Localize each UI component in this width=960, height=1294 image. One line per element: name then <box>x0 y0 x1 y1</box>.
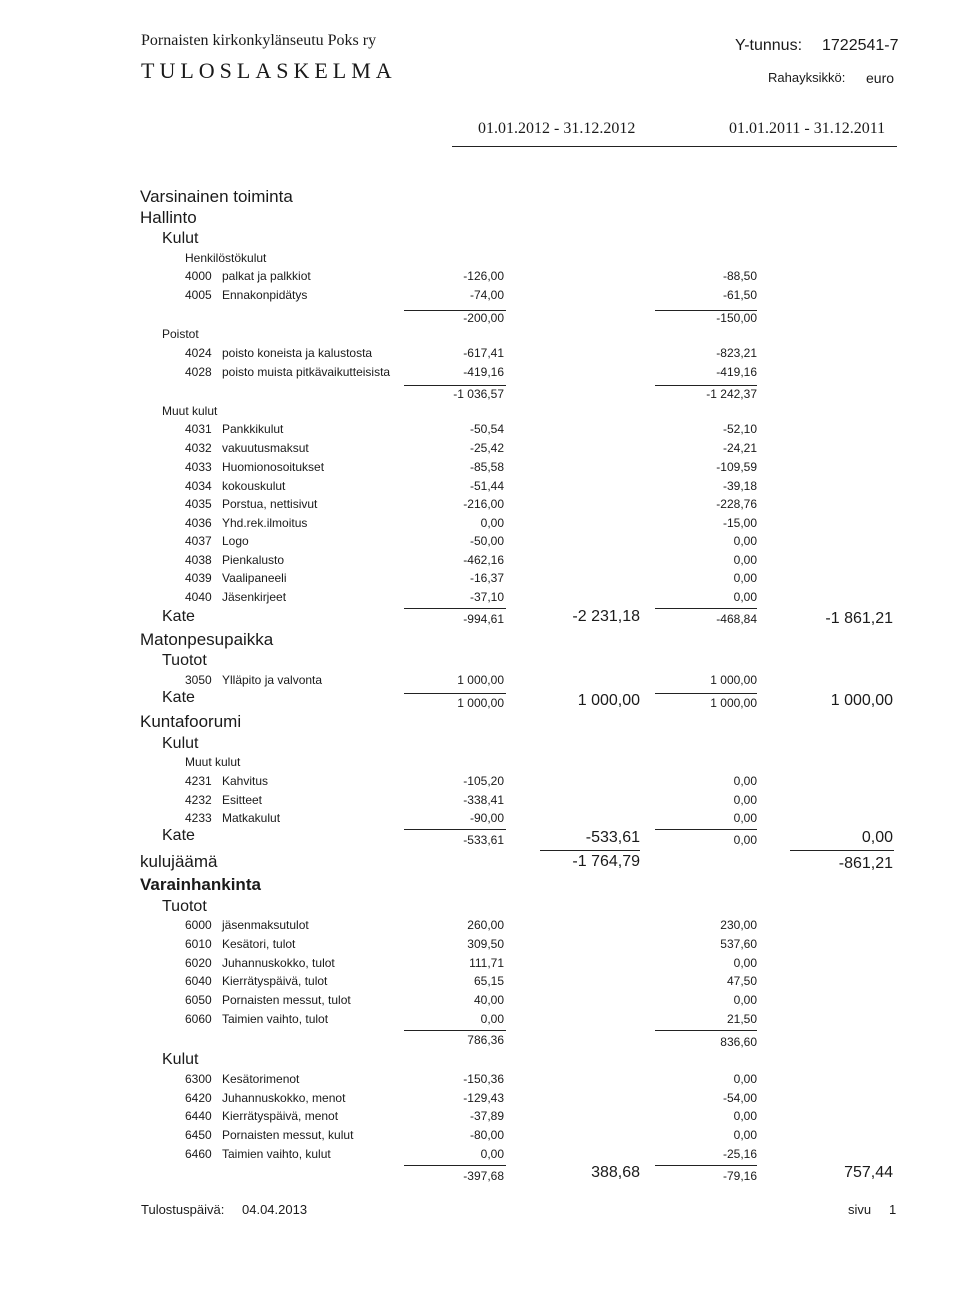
amount-previous: 0,00 <box>733 553 757 567</box>
amount-previous: -25,16 <box>722 1147 757 1161</box>
rule-poistot-cur <box>404 385 506 386</box>
heading-matto-tuotot: Tuotot <box>162 652 207 669</box>
account-name: Taimien vaihto, kulut <box>222 1147 331 1161</box>
amount-previous: 0,00 <box>733 571 757 585</box>
amount-previous: 0,00 <box>733 1109 757 1123</box>
heading-var-tuotot: Tuotot <box>162 898 207 915</box>
amount-previous: 0,00 <box>733 811 757 825</box>
account-name: Pornaisten messut, tulot <box>222 993 351 1007</box>
account-code: 3050 <box>185 673 212 687</box>
rule-kunta-cur <box>404 829 506 830</box>
account-code: 4031 <box>185 422 212 436</box>
kunta-kate-total-prev: 0,00 <box>861 829 893 846</box>
account-code: 4005 <box>185 288 212 302</box>
amount-current: -25,42 <box>469 441 504 455</box>
amount-current: -105,20 <box>463 774 504 788</box>
account-code: 4032 <box>185 441 212 455</box>
amount-current: -150,36 <box>463 1072 504 1086</box>
rule-var-kulut-prev <box>655 1165 757 1166</box>
account-code: 6050 <box>185 993 212 1007</box>
account-code: 4036 <box>185 516 212 530</box>
amount-previous: -15,00 <box>722 516 757 530</box>
account-code: 6440 <box>185 1109 212 1123</box>
account-name: Pornaisten messut, kulut <box>222 1128 354 1142</box>
account-code: 4233 <box>185 811 212 825</box>
rule-kunta-prev <box>655 829 757 830</box>
amount-previous: -109,59 <box>716 460 757 474</box>
account-name: palkat ja palkkiot <box>222 269 311 283</box>
account-name: Ylläpito ja valvonta <box>222 673 323 687</box>
rule-var-kulut-cur <box>404 1165 506 1166</box>
ytunnus-label: Y-tunnus: <box>735 37 803 54</box>
matto-kate-cur: 1 000,00 <box>457 696 504 710</box>
account-code: 6020 <box>185 956 212 970</box>
account-code: 6460 <box>185 1147 212 1161</box>
page-label: sivu <box>848 1202 872 1217</box>
amount-previous: 230,00 <box>720 918 757 932</box>
amount-previous: 1 000,00 <box>710 673 757 687</box>
amount-current: -617,41 <box>463 346 504 360</box>
var-kulut-total-cur: 388,68 <box>591 1164 640 1181</box>
account-code: 6010 <box>185 937 212 951</box>
account-code: 6450 <box>185 1128 212 1142</box>
amount-previous: -823,21 <box>716 346 757 360</box>
account-code: 4028 <box>185 365 212 379</box>
amount-current: -74,00 <box>469 288 504 302</box>
amount-current: -50,54 <box>469 422 504 436</box>
account-code: 4033 <box>185 460 212 474</box>
heading-varainhankinta: Varainhankinta <box>140 875 261 894</box>
amount-current: -129,43 <box>463 1091 504 1105</box>
amount-previous: 47,50 <box>726 974 757 988</box>
account-name: Vaalipaneeli <box>222 571 287 585</box>
period-previous: 01.01.2011 - 31.12.2011 <box>729 120 886 137</box>
currency-label: Rahayksikkö: <box>768 70 846 85</box>
account-code: 6000 <box>185 918 212 932</box>
account-code: 4038 <box>185 553 212 567</box>
amount-current: 309,50 <box>467 937 504 951</box>
amount-previous: 0,00 <box>733 1128 757 1142</box>
heading-hallinto-kulut: Kulut <box>162 230 199 247</box>
matto-kate-label: Kate <box>162 689 195 706</box>
account-code: 4037 <box>185 534 212 548</box>
account-name: Pankkikulut <box>222 422 284 436</box>
account-name: poisto muista pitkävaikutteisista <box>222 365 391 379</box>
hallinto-kate-prev: -468,84 <box>716 612 757 626</box>
amount-current: 65,15 <box>473 974 504 988</box>
matto-kate-total-cur: 1 000,00 <box>577 692 640 709</box>
heading-muut-kulut: Muut kulut <box>162 404 218 418</box>
amount-previous: -61,50 <box>722 288 757 302</box>
account-name: Juhannuskokko, tulot <box>222 956 335 970</box>
heading-kuntafoorumi: Kuntafoorumi <box>140 712 242 731</box>
amount-current: -126,00 <box>463 269 504 283</box>
account-code: 4034 <box>185 479 212 493</box>
print-date-value: 04.04.2013 <box>242 1202 308 1217</box>
account-name: Matkakulut <box>222 811 281 825</box>
amount-previous: -39,18 <box>722 479 757 493</box>
amount-current: 260,00 <box>467 918 504 932</box>
account-code: 4231 <box>185 774 212 788</box>
account-name: poisto koneista ja kalustosta <box>222 346 373 360</box>
amount-current: 0,00 <box>480 1012 504 1026</box>
var-tuotot-sum-prev: 836,60 <box>720 1035 757 1049</box>
currency-value: euro <box>866 70 895 86</box>
account-code: 4039 <box>185 571 212 585</box>
rule-hallinto-prev <box>655 608 757 609</box>
amount-current: -462,16 <box>463 553 504 567</box>
hallinto-kate-total-prev: -1 861,21 <box>825 610 893 627</box>
hallinto-kate-cur: -994,61 <box>463 612 504 626</box>
page-number: 1 <box>889 1202 897 1217</box>
kulujaama-total-prev: -861,21 <box>838 855 893 872</box>
hallinto-kate-label: Kate <box>162 608 195 625</box>
amount-current: -37,10 <box>469 590 504 604</box>
amount-previous: -88,50 <box>722 269 757 283</box>
amount-previous: 0,00 <box>733 793 757 807</box>
hallinto-kate-total-cur: -2 231,18 <box>572 608 640 625</box>
account-name: Ennakonpidätys <box>222 288 308 302</box>
account-name: Taimien vaihto, tulot <box>222 1012 329 1026</box>
account-name: Kahvitus <box>222 774 269 788</box>
amount-current: 40,00 <box>473 993 504 1007</box>
account-name: Logo <box>222 534 249 548</box>
account-name: Kesätori, tulot <box>222 937 296 951</box>
amount-previous: 0,00 <box>733 956 757 970</box>
account-name: Porstua, nettisivut <box>222 497 318 511</box>
amount-current: 111,71 <box>469 956 504 970</box>
account-code: 6420 <box>185 1091 212 1105</box>
var-kulut-sum-cur: -397,68 <box>463 1169 504 1183</box>
account-name: Kierrätyspäivä, tulot <box>222 974 328 988</box>
account-name: Pienkalusto <box>222 553 285 567</box>
ytunnus-value: 1722541-7 <box>822 37 899 54</box>
heading-kunta-kulut: Kulut <box>162 735 199 752</box>
account-code: 4232 <box>185 793 212 807</box>
heading-varsinainen: Varsinainen toiminta <box>140 187 293 206</box>
subtotal-henkilosto-cur: -200,00 <box>463 311 504 325</box>
kunta-kate-label: Kate <box>162 827 195 844</box>
account-code: 6300 <box>185 1072 212 1086</box>
amount-current: -338,41 <box>463 793 504 807</box>
rule-poistot-prev <box>655 385 757 386</box>
account-code: 6060 <box>185 1012 212 1026</box>
kulujaama-label: kulujäämä <box>140 852 218 871</box>
kunta-kate-total-cur: -533,61 <box>585 829 640 846</box>
subtotal-poistot-cur: -1 036,57 <box>453 387 504 401</box>
subtotal-poistot-prev: -1 242,37 <box>706 387 757 401</box>
subtotal-henkilosto-prev: -150,00 <box>716 311 757 325</box>
print-date-label: Tulostuspäivä: <box>141 1202 225 1217</box>
account-name: kokouskulut <box>222 479 286 493</box>
heading-henkilostokulut: Henkilöstökulut <box>185 251 267 265</box>
amount-current: -80,00 <box>469 1128 504 1142</box>
amount-previous: 0,00 <box>733 534 757 548</box>
document-title: TULOSLASKELMA <box>141 58 397 83</box>
amount-previous: 0,00 <box>733 993 757 1007</box>
account-code: 4035 <box>185 497 212 511</box>
kunta-kate-cur: -533,61 <box>463 833 504 847</box>
account-name: Kierrätyspäivä, menot <box>222 1109 339 1123</box>
amount-previous: 0,00 <box>733 1072 757 1086</box>
account-name: Yhd.rek.ilmoitus <box>222 516 308 530</box>
heading-poistot: Poistot <box>162 327 199 341</box>
amount-previous: -52,10 <box>722 422 757 436</box>
account-name: Kesätorimenot <box>222 1072 300 1086</box>
account-name: Huomionosoitukset <box>222 460 325 474</box>
heading-var-kulut: Kulut <box>162 1051 199 1068</box>
heading-matonpesupaikka: Matonpesupaikka <box>140 630 274 649</box>
account-code: 6040 <box>185 974 212 988</box>
rule-var-tuotot-prev <box>655 1030 757 1031</box>
matto-kate-total-prev: 1 000,00 <box>830 692 893 709</box>
amount-current: 0,00 <box>480 516 504 530</box>
header-rule <box>452 146 897 147</box>
amount-current: -50,00 <box>469 534 504 548</box>
matto-kate-prev: 1 000,00 <box>710 696 757 710</box>
amount-current: -85,58 <box>469 460 504 474</box>
amount-previous: 21,50 <box>726 1012 757 1026</box>
amount-previous: 537,60 <box>720 937 757 951</box>
amount-previous: -54,00 <box>722 1091 757 1105</box>
amount-current: 1 000,00 <box>457 673 504 687</box>
rule-matto-cur <box>404 693 506 694</box>
amount-previous: 0,00 <box>733 590 757 604</box>
amount-previous: -24,21 <box>722 441 757 455</box>
account-name: vakuutusmaksut <box>222 441 309 455</box>
var-kulut-sum-prev: -79,16 <box>722 1169 757 1183</box>
amount-current: -419,16 <box>463 365 504 379</box>
amount-previous: -228,76 <box>716 497 757 511</box>
heading-kunta-muut-kulut: Muut kulut <box>185 755 241 769</box>
account-code: 4040 <box>185 590 212 604</box>
amount-current: -90,00 <box>469 811 504 825</box>
account-name: Esitteet <box>222 793 263 807</box>
account-code: 4024 <box>185 346 212 360</box>
rule-var-tuotot-cur <box>404 1030 506 1031</box>
account-name: Jäsenkirjeet <box>222 590 287 604</box>
account-name: Juhannuskokko, menot <box>222 1091 346 1105</box>
amount-current: -51,44 <box>469 479 504 493</box>
amount-previous: -419,16 <box>716 365 757 379</box>
organization-name: Pornaisten kirkonkylänseutu Poks ry <box>141 32 377 49</box>
var-tuotot-sum-cur: 786,36 <box>467 1033 504 1047</box>
amount-previous: 0,00 <box>733 774 757 788</box>
account-code: 4000 <box>185 269 212 283</box>
kulujaama-total-cur: -1 764,79 <box>572 853 640 870</box>
amount-current: -16,37 <box>469 571 504 585</box>
var-kulut-total-prev: 757,44 <box>844 1164 893 1181</box>
rule-matto-prev <box>655 693 757 694</box>
kunta-kate-prev: 0,00 <box>733 833 757 847</box>
rule-hallinto-cur <box>404 608 506 609</box>
amount-current: 0,00 <box>480 1147 504 1161</box>
amount-current: -37,89 <box>469 1109 504 1123</box>
period-current: 01.01.2012 - 31.12.2012 <box>478 120 636 137</box>
rule-kunta-total-prev <box>790 850 894 851</box>
amount-current: -216,00 <box>463 497 504 511</box>
account-name: jäsenmaksutulot <box>222 918 309 932</box>
heading-hallinto: Hallinto <box>140 208 197 227</box>
rule-kunta-total-cur <box>540 850 640 851</box>
